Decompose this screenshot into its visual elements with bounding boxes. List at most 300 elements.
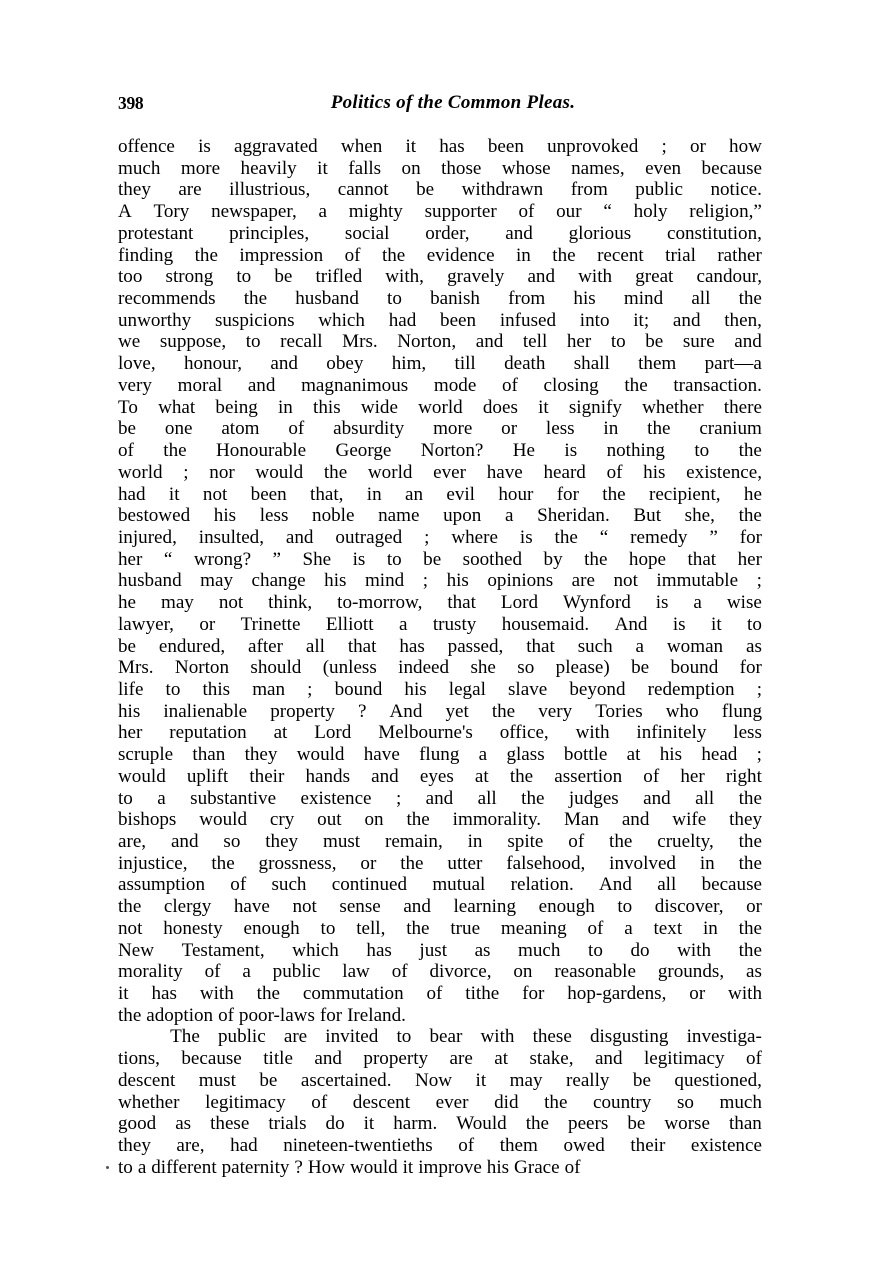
word: he <box>743 483 762 505</box>
word: of <box>230 874 247 896</box>
word: a <box>318 201 327 223</box>
word: the <box>738 288 762 310</box>
word: his <box>643 461 666 483</box>
word: all <box>657 874 677 896</box>
word: Tories <box>595 700 643 722</box>
word: assertion <box>554 765 623 787</box>
word: Norton <box>174 657 230 679</box>
word: candour, <box>696 266 762 288</box>
word: at <box>273 722 288 744</box>
word: lawyer, <box>118 613 174 635</box>
word: Tory <box>153 201 190 223</box>
word: the <box>602 483 626 505</box>
body-text <box>118 136 762 1179</box>
word: bestowed <box>118 505 191 527</box>
word: and <box>475 331 504 353</box>
word: whether <box>642 396 704 418</box>
word: he <box>118 592 137 614</box>
word: have <box>363 744 400 766</box>
word: and <box>170 831 199 852</box>
word: bishops <box>118 809 177 831</box>
word: withdrawn <box>461 179 544 201</box>
text-line <box>118 961 762 983</box>
word: being <box>215 396 258 418</box>
word: ; <box>307 678 313 700</box>
word: his <box>404 678 427 700</box>
word: whether <box>118 1091 180 1113</box>
word: are <box>571 570 595 592</box>
word: husband <box>295 288 359 310</box>
word: it <box>538 396 549 418</box>
word: all <box>477 787 497 809</box>
word: a <box>635 635 645 657</box>
word: grounds, <box>657 961 725 983</box>
word: part—a <box>704 353 762 375</box>
word: Lord <box>314 722 352 744</box>
word: a <box>398 613 408 635</box>
word: into <box>579 309 610 331</box>
word: legitimacy <box>205 1091 286 1113</box>
word: opinions <box>487 570 554 592</box>
word: are, <box>118 831 147 852</box>
word: tell, <box>356 917 386 939</box>
text-line <box>118 853 762 875</box>
word: the <box>491 700 516 722</box>
word: poor-laws <box>238 1004 315 1026</box>
word: that <box>526 635 555 657</box>
word: with, <box>385 266 424 288</box>
word: slave <box>507 678 548 700</box>
word: with <box>578 266 613 288</box>
word: trial <box>665 244 696 266</box>
word: constitution, <box>666 222 762 244</box>
text-line <box>118 418 762 440</box>
word: assumption <box>118 874 205 896</box>
word: who <box>665 700 699 722</box>
word: be <box>631 657 650 679</box>
word: more <box>180 157 221 179</box>
word: And <box>599 874 632 896</box>
word: suppose, <box>159 331 227 353</box>
word: insulted, <box>198 526 264 548</box>
word: them <box>499 1135 538 1157</box>
word: substantive <box>190 787 277 809</box>
word: that <box>687 548 717 570</box>
word: Now <box>414 1069 453 1091</box>
word: To <box>118 396 138 418</box>
word: not <box>218 592 244 614</box>
word: descent <box>352 1091 411 1113</box>
word: ? <box>294 1156 303 1178</box>
word: existence, <box>686 461 762 483</box>
word: they <box>244 744 278 766</box>
word: text <box>653 917 683 939</box>
word: stake, <box>529 1048 574 1070</box>
word: it <box>711 613 722 635</box>
word: Ireland. <box>347 1004 406 1026</box>
word: Lord <box>500 592 539 614</box>
word: with <box>728 983 762 1005</box>
word: notice. <box>710 179 762 201</box>
word: would <box>296 744 345 766</box>
text-line <box>118 874 762 896</box>
word: then, <box>724 309 762 331</box>
word: are <box>449 1048 473 1070</box>
word: improve <box>418 1156 482 1178</box>
word: because <box>181 1048 242 1070</box>
word: mind <box>623 288 664 310</box>
word: be <box>118 635 137 657</box>
word: the <box>738 787 762 809</box>
word: so <box>676 1091 694 1113</box>
word: questioned, <box>674 1069 762 1091</box>
word: a <box>137 1156 147 1178</box>
word: holy <box>633 201 668 223</box>
word: “ <box>603 201 612 223</box>
word: recent <box>597 244 644 266</box>
word: ascertained. <box>300 1069 392 1091</box>
word: paternity <box>221 1156 290 1178</box>
word: and <box>505 222 533 244</box>
word: Testament, <box>181 939 265 961</box>
word: head <box>701 744 738 766</box>
word: ; <box>661 136 667 157</box>
word: cannot <box>337 179 389 201</box>
word: of <box>288 418 305 440</box>
word: honesty <box>163 917 223 939</box>
word: for <box>556 483 579 505</box>
word: great <box>635 266 674 288</box>
word: signify <box>568 396 622 418</box>
word: property <box>363 1048 429 1070</box>
word: country <box>593 1091 652 1113</box>
word: right <box>725 765 762 787</box>
word: of <box>204 961 221 983</box>
word: ; <box>422 570 429 592</box>
word: have <box>233 896 270 918</box>
word: that, <box>310 483 344 505</box>
word: immorality. <box>452 809 542 831</box>
page-number: 398 <box>118 93 144 113</box>
word: principles, <box>229 222 310 244</box>
word: and <box>621 809 650 831</box>
word: there <box>723 396 762 418</box>
word: is <box>519 526 533 548</box>
word: hands <box>305 765 351 787</box>
word: reputation <box>169 722 247 744</box>
word: unworthy <box>118 309 192 331</box>
word: beyond <box>569 678 626 700</box>
word: the <box>738 852 762 874</box>
word: be <box>632 1069 651 1091</box>
text-line <box>118 809 762 831</box>
word: the <box>163 440 187 462</box>
word: ” <box>272 548 282 570</box>
word: the <box>738 917 762 939</box>
word: relation. <box>510 874 574 896</box>
word: endured, <box>158 635 226 657</box>
word: cranium <box>699 418 762 440</box>
word: and <box>734 331 762 353</box>
word: been <box>250 483 287 505</box>
word: be <box>627 1113 646 1135</box>
word: would <box>255 461 304 483</box>
word: sense <box>339 896 381 918</box>
word: the <box>118 1004 142 1026</box>
text-line <box>118 331 762 353</box>
word: in <box>516 244 531 266</box>
word: uplift <box>186 765 229 787</box>
word: ; <box>756 570 762 592</box>
word: really <box>565 1069 610 1091</box>
word: remain, <box>384 831 443 852</box>
text-line <box>118 1135 762 1157</box>
word: their <box>630 1135 666 1157</box>
word: illustrious, <box>229 179 311 201</box>
word: to <box>118 787 133 809</box>
word: magnanimous <box>301 374 409 396</box>
word: where <box>451 526 498 548</box>
word: life <box>118 678 144 700</box>
word: tithe <box>465 983 500 1005</box>
word: to <box>747 613 762 635</box>
word: than <box>192 744 226 766</box>
word: hope <box>628 548 667 570</box>
word: in <box>366 483 382 505</box>
word: investiga- <box>686 1026 762 1048</box>
word: more <box>433 418 473 440</box>
word: her <box>566 331 592 353</box>
word: wrong? <box>193 548 252 570</box>
word: his <box>486 1156 510 1178</box>
word: not <box>118 917 143 939</box>
word: of <box>518 201 535 223</box>
word: of <box>118 440 134 462</box>
word: them <box>638 353 677 375</box>
word: on <box>401 157 421 179</box>
text-line <box>118 158 762 180</box>
word: the <box>400 852 424 874</box>
word: of <box>501 374 518 396</box>
paragraph-indent <box>118 1026 152 1048</box>
word: husband <box>118 570 182 592</box>
word: had <box>388 309 417 331</box>
word: of <box>564 1156 581 1178</box>
word: Trinette <box>240 613 301 635</box>
word: “ <box>599 526 609 548</box>
word: true <box>450 917 481 939</box>
word: the <box>609 831 633 852</box>
word: utter <box>447 852 483 874</box>
word: her <box>118 548 143 570</box>
word: of <box>745 1048 762 1070</box>
word: all <box>691 288 711 310</box>
word: newspaper, <box>211 201 297 223</box>
word: Wynford <box>562 592 631 614</box>
word: cruelty, <box>657 831 714 852</box>
word: and <box>527 266 556 288</box>
word: wife <box>672 809 707 831</box>
word: the <box>406 809 430 831</box>
word: out <box>317 809 342 831</box>
word: morality <box>118 961 183 983</box>
word: strong <box>165 266 214 288</box>
word: to <box>387 288 402 310</box>
word: to <box>396 1026 412 1048</box>
word: is <box>655 592 669 614</box>
word: trifled <box>315 266 363 288</box>
word: public <box>217 1026 266 1048</box>
word: flung <box>721 700 762 722</box>
word: to <box>245 331 261 353</box>
word: the <box>118 896 142 918</box>
word: it; <box>633 309 650 331</box>
word: descent <box>118 1069 176 1091</box>
word: our <box>556 201 582 223</box>
word: mode <box>433 374 477 396</box>
word: would <box>118 765 166 787</box>
word: the <box>525 1113 550 1135</box>
text-line <box>118 136 762 158</box>
word: of <box>458 1135 475 1157</box>
word: of <box>643 765 660 787</box>
word: (unless <box>322 657 377 679</box>
word: in <box>702 917 718 939</box>
word: and <box>247 374 276 396</box>
word: divorce, <box>429 961 492 983</box>
word: Elliott <box>325 613 374 635</box>
word: and <box>285 526 314 548</box>
word: than <box>728 1113 762 1135</box>
word: indeed <box>398 657 450 679</box>
word: owed <box>563 1135 605 1157</box>
word: sure <box>682 331 715 353</box>
word: of <box>218 1004 234 1026</box>
word: injustice, <box>118 852 188 874</box>
word: his <box>324 570 347 592</box>
word: ? <box>357 700 367 722</box>
word: do <box>630 939 650 961</box>
word: the <box>509 765 534 787</box>
word: the <box>381 244 406 266</box>
word: falls <box>348 157 382 179</box>
ink-speck <box>106 1166 109 1169</box>
word: much <box>719 1091 762 1113</box>
word: has <box>366 939 392 961</box>
word: Norton, <box>397 331 457 353</box>
word: world <box>118 461 163 483</box>
word: different <box>151 1156 217 1178</box>
word: would <box>349 1156 398 1178</box>
text-line <box>118 940 762 962</box>
word: please) <box>555 657 610 679</box>
word: so <box>223 831 241 852</box>
text-line <box>118 527 762 549</box>
word: in <box>699 852 715 874</box>
word: at <box>474 765 489 787</box>
word: very <box>118 374 152 396</box>
word: religion,” <box>689 201 762 223</box>
word: they <box>729 809 762 831</box>
text-line <box>118 831 762 853</box>
word: for <box>319 1004 343 1026</box>
word: very <box>538 700 573 722</box>
word: love, <box>118 353 156 375</box>
word: in <box>467 831 483 852</box>
word: enough <box>243 917 300 939</box>
text-line <box>118 549 762 571</box>
word: be <box>645 331 664 353</box>
word: the <box>738 939 762 961</box>
word: should <box>250 657 302 679</box>
word: and <box>643 787 671 809</box>
word: the <box>544 1091 568 1113</box>
word: passed, <box>447 635 504 657</box>
word: nor <box>209 461 235 483</box>
word: at <box>494 1048 509 1070</box>
text-line <box>118 788 762 810</box>
word: redemption <box>647 678 735 700</box>
word: her <box>118 722 143 744</box>
word: moral <box>177 374 223 396</box>
word: or <box>689 983 706 1005</box>
word: The <box>170 1026 200 1048</box>
word: But <box>633 505 662 527</box>
word: existence <box>300 787 372 809</box>
word: think, <box>268 592 313 614</box>
word: closing <box>543 374 599 396</box>
word: mind <box>364 570 405 592</box>
word: it <box>475 1069 487 1091</box>
word: inalienable <box>163 700 248 722</box>
word: Mrs. <box>342 331 378 353</box>
word: unprovoked <box>547 136 639 157</box>
word: this <box>313 396 341 418</box>
text-line <box>118 766 762 788</box>
word: which <box>292 939 339 961</box>
word: absurdity <box>333 418 405 440</box>
word: her <box>680 765 705 787</box>
word: with <box>677 939 712 961</box>
word: these <box>210 1113 250 1135</box>
word: scruple <box>118 744 174 766</box>
word: their <box>249 765 285 787</box>
word: and <box>270 353 298 375</box>
word: nothing <box>606 440 665 462</box>
word: or <box>199 613 216 635</box>
text-line <box>118 679 762 701</box>
word: be <box>259 1069 278 1091</box>
word: Honourable <box>216 440 307 462</box>
word: Would <box>456 1113 507 1135</box>
word: for <box>739 526 762 548</box>
word: the <box>738 831 762 852</box>
word: housemaid. <box>501 613 590 635</box>
word: name <box>378 505 420 527</box>
word: would <box>199 809 247 831</box>
text-line <box>118 1092 762 1114</box>
word: it <box>363 1113 375 1135</box>
word: outraged <box>335 526 403 548</box>
word: names, <box>571 157 625 179</box>
word: the <box>552 244 576 266</box>
word: less <box>733 722 762 744</box>
word: learning <box>453 896 517 918</box>
word: and <box>314 1048 342 1070</box>
word: a <box>624 917 633 939</box>
word: such <box>271 874 307 896</box>
word: honour, <box>183 353 243 375</box>
